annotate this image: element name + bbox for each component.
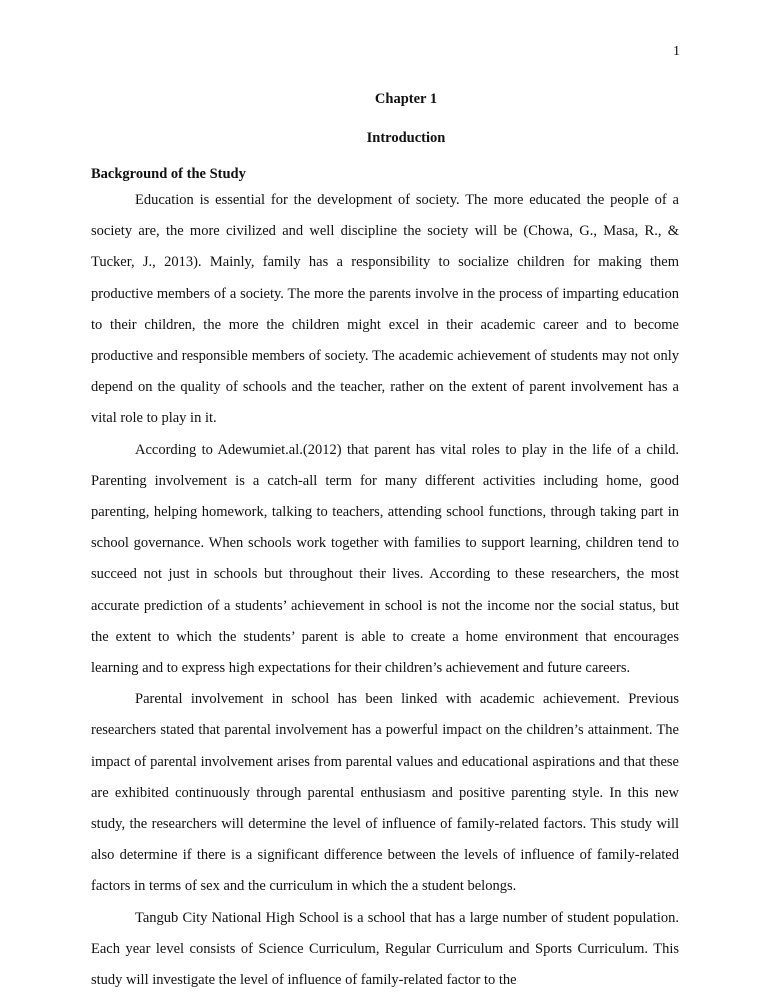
chapter-label: Chapter 1	[374, 91, 438, 107]
paragraph: According to Adewumiet.al.(2012) that parent has vital roles to play in the life of a child. Parenting involvement is a catch-all term for many different activities including home, good parenting, helping homework, talking to teachers, attending school functions, through taking part in school governance. When schools work together with families to support learning, children tend to succeed not just in schools but throughout their lives. According to these researchers, the most accurate prediction of a students’ achievement in school is not the income nor the social status, but the extent to which the students’ parent is able to create a home environment that encourages learning and to express high expectations for their children’s achievement and future careers.	[91, 441, 679, 677]
paragraph: Parental involvement in school has been linked with academic achievement. Previous researchers stated that parental involvement has a powerful impact on the children’s attainment. The impact of parental involvement arises from parental values and educational aspirations and that these are exhibited continuously through parental enthusiasm and positive parenting style. In this new study, the researchers will determine the level of influence of family-related factors. This study will also determine if there is a significant difference between the levels of influence of family-related factors in terms of sex and the curriculum in which the a student belongs.	[91, 691, 679, 895]
paragraph: Education is essential for the development of society. The more educated the people of a society are, the more civilized and well discipline the society will be (Chowa, G., Masa, R., & Tucker, J., 2013). Mainly, family has a responsibility to socialize children for making them productive members of a society. The more the parents involve in the process of imparting education to their children, the more the children might excel in their academic career and to become productive and responsible members of society. The academic achievement of students may not only depend on the quality of schools and the teacher, rather on the extent of parent involvement has a vital role to play in it.	[91, 192, 679, 427]
body-text	[91, 185, 679, 996]
paragraph: Tangub City National High School is a school that has a large number of student population. Each year level consists of Science Curriculum, Regular Curriculum and Sports Curriculum. This study will investigate the level of influence of family-related factor to the	[91, 909, 679, 989]
section-heading: Background of the Study	[91, 166, 246, 182]
page-number: 1	[673, 44, 680, 59]
chapter-title: Introduction	[366, 130, 446, 146]
